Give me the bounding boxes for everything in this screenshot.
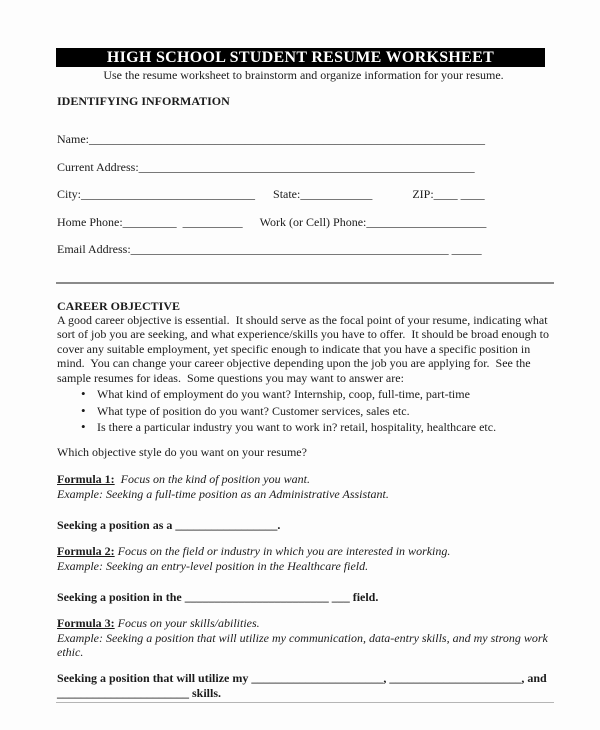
paragraph-line: cover any suitable employment, yet specific enough to indicate that you have a specific position in xyxy=(57,341,531,356)
formula-1-description: Focus on the kind of position you want. xyxy=(114,472,310,487)
formula-2-description: Focus on the field or industry in which you are interested in working. xyxy=(114,544,451,559)
formula-1-head xyxy=(57,472,550,487)
phone-line xyxy=(57,216,550,229)
formula-1-label: Formula 1: xyxy=(57,472,115,487)
city-field: City:_____________________________ xyxy=(57,187,256,201)
paragraph-line: sort of job you are seeking, and what experience/skills you have to offer. It should be broad enough to xyxy=(57,327,549,342)
home-phone-field: Home Phone:_________ __________ xyxy=(57,214,243,229)
name-field-line xyxy=(57,133,550,146)
list-item xyxy=(57,403,550,420)
bullet-text: Is there a particular industry you want to work in? retail, hospitality, healthcare etc. xyxy=(97,420,497,435)
formula-1-example: Example: Seeking a full-time position as an Administrative Assistant. xyxy=(57,486,389,501)
career-questions-list xyxy=(57,386,550,436)
formula-2-example: Example: Seeking an entry-level position in the Healthcare field. xyxy=(57,558,369,573)
current-address-field-line xyxy=(57,161,550,174)
formula-2-fill xyxy=(57,591,550,604)
page-title: HIGH SCHOOL STUDENT RESUME WORKSHEET xyxy=(106,49,495,66)
formula-3-example-cont: ethic. xyxy=(57,645,84,660)
zip-field: ZIP:____ ____ xyxy=(412,187,485,201)
formula-1-fill xyxy=(57,519,550,532)
list-item xyxy=(57,386,550,403)
bullet-text: What type of position do you want? Customer services, sales etc. xyxy=(97,403,410,418)
work-phone-field: Work (or Cell) Phone:____________________ xyxy=(259,214,487,229)
formula-3-fill xyxy=(57,671,550,702)
fill-in-line: Seeking a position in the ________________________ ___ field. xyxy=(57,590,379,605)
objective-style-question: Which objective style do you want on your resume? xyxy=(57,444,307,459)
formula-1-section xyxy=(57,472,550,532)
formula-2-section xyxy=(57,544,550,604)
identifying-fields xyxy=(57,133,550,256)
title-banner xyxy=(56,48,545,67)
bullet-text: What kind of employment do you want? Internship, coop, full-time, part-time xyxy=(97,387,470,402)
fill-in-line: Seeking a position that will utilize my ______________________, ______________________, and xyxy=(57,670,547,685)
formula-3-section xyxy=(57,616,550,702)
list-item xyxy=(57,419,550,436)
state-field: State:____________ xyxy=(273,187,373,201)
career-objective-paragraph xyxy=(57,313,550,385)
formula-2-head xyxy=(57,544,550,559)
name-field: Name:__________________________________________________________________ xyxy=(57,132,485,146)
paragraph-line: A good career objective is essential. It should serve as the focal point of your resume, indicating what xyxy=(57,313,548,327)
city-state-zip-line xyxy=(57,188,550,201)
page-subtitle: Use the resume worksheet to brainstorm and organize information for your resume. xyxy=(103,68,504,82)
bullet-icon xyxy=(81,419,97,436)
bullet-icon xyxy=(81,386,97,403)
career-objective-heading: CAREER OBJECTIVE xyxy=(57,299,181,313)
email-field: Email Address:_____________________________________________________ _____ xyxy=(57,242,482,256)
identifying-information-heading: IDENTIFYING INFORMATION xyxy=(57,94,230,108)
formula-3-description: Focus on your skills/abilities. xyxy=(114,616,260,631)
current-address-field: Current Address:________________________________________________________ xyxy=(57,159,475,174)
paragraph-line: mind. You can change your career objective depending upon the job you are applying for. See the xyxy=(57,356,531,371)
bullet-icon xyxy=(81,403,97,420)
paragraph-line: sample resumes for ideas. Some questions you may want to answer are: xyxy=(57,370,404,385)
page-bottom-rule xyxy=(56,702,554,703)
formula-3-example: Example: Seeking a position that will utilize my communication, data-entry skills, and my strong work xyxy=(57,630,548,645)
fill-in-line: Seeking a position as a _________________. xyxy=(57,518,281,533)
formula-2-label: Formula 2: xyxy=(57,544,115,559)
formula-3-label: Formula 3: xyxy=(57,616,115,631)
email-field-line xyxy=(57,243,550,256)
section-divider xyxy=(56,282,554,284)
fill-in-line: ______________________ skills. xyxy=(57,686,222,701)
formula-3-head xyxy=(57,616,550,631)
